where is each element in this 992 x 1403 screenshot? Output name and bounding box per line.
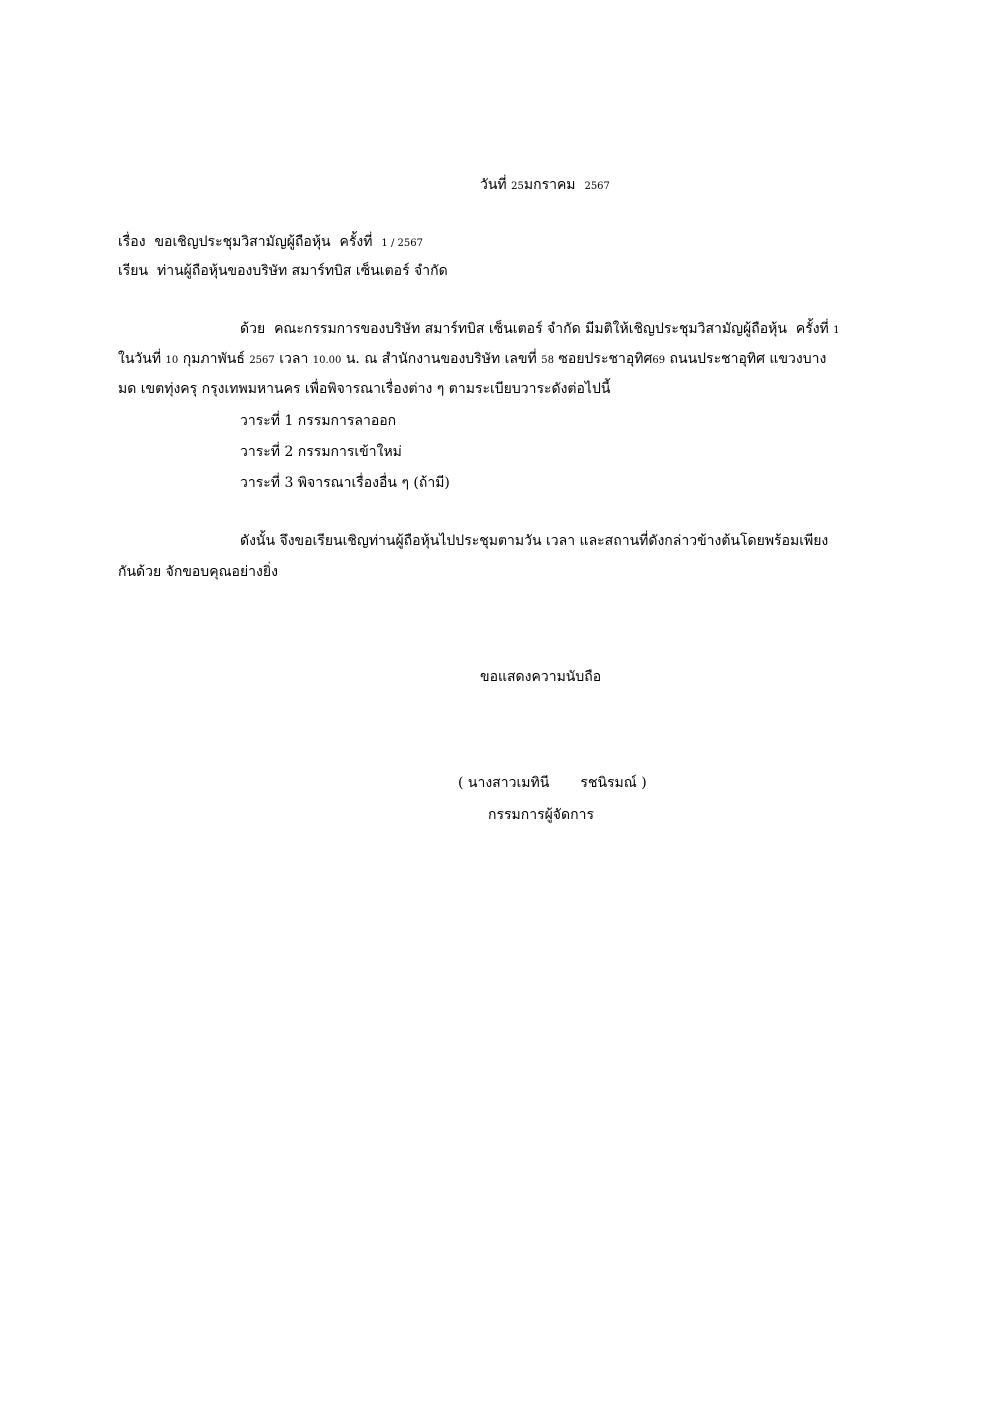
subject-text: ขอเชิญประชุมวิสามัญผู้ถือหุ้น [154, 234, 331, 250]
subject-count-label: ครั้งที่ [339, 234, 373, 250]
agenda-item-3: วาระที่ 3 พิจารณาเรื่องอื่น ๆ (ถ้ามี) [240, 475, 450, 491]
addressee-line [118, 262, 448, 280]
subject-label: เรื่อง [118, 234, 146, 250]
signatory-last: รชนิรมณ์ ) [580, 775, 647, 791]
agenda-item-2: วาระที่ 2 กรรมการเข้าใหม่ [240, 444, 402, 460]
signatory-position: กรรมการผู้จัดการ [488, 807, 594, 823]
body-text: ในวันที่ [118, 351, 162, 367]
body-text: ด้วย [240, 321, 266, 337]
body-number: 10.00 [312, 355, 342, 366]
letter-date [480, 176, 610, 196]
body-number: 10 [165, 355, 179, 366]
body-text: น. ณ สำนักงานของบริษัท เลขที่ [345, 351, 537, 367]
agenda-item-1: วาระที่ 1 กรรมการลาออก [240, 413, 397, 429]
body-number: 69 [652, 355, 666, 366]
body-text: ซอยประชาอุทิศ [558, 351, 653, 367]
body-p2-line1: ดังนั้น จึงขอเรียนเชิญท่านผู้ถือหุ้นไปประชุมตามวัน เวลา และสถานที่ดังกล่าวข้างต้นโดยพร้อมเพียง [240, 533, 829, 549]
addressee-label: เรียน [118, 263, 149, 279]
date-day: 25 [511, 181, 524, 192]
body-text: คณะกรรมการของบริษัท สมาร์ทบิส เซ็นเตอร์ จำกัด มีมติให้เชิญประชุมวิสามัญผู้ถือหุ้น [274, 321, 787, 337]
signatory-first: ( นางสาวเมทินี [458, 775, 550, 791]
addressee-text: ท่านผู้ถือหุ้นของบริษัท สมาร์ทบิส เซ็นเตอร์ จำกัด [156, 263, 448, 279]
body-number: 58 [541, 355, 554, 366]
date-month: มกราคม [523, 177, 576, 193]
body-text: ครั้งที่ [795, 321, 829, 337]
subject-count-value: 1 / 2567 [381, 238, 423, 249]
closing-regards: ขอแสดงความนับถือ [480, 669, 602, 685]
body-number: 2567 [249, 355, 275, 366]
signatory-name [458, 774, 647, 792]
date-year: 2567 [584, 181, 610, 192]
body-p1-line2 [118, 350, 826, 370]
body-p1-line1 [240, 320, 840, 340]
body-text: ถนนประชาอุทิศ แขวงบาง [669, 351, 827, 367]
body-p2-line2: กันด้วย จักขอบคุณอย่างยิ่ง [118, 564, 278, 580]
date-prefix: วันที่ [480, 177, 507, 193]
subject-line [118, 233, 423, 253]
body-number: 1 [833, 325, 840, 336]
body-text: เวลา [279, 351, 309, 367]
body-p1-line3: มด เขตทุ่งครุ กรุงเทพมหานคร เพื่อพิจารณาเรื่องต่าง ๆ ตามระเบียบวาระดังต่อไปนี้ [118, 381, 611, 397]
body-text: กุมภาพันธ์ [182, 351, 245, 367]
